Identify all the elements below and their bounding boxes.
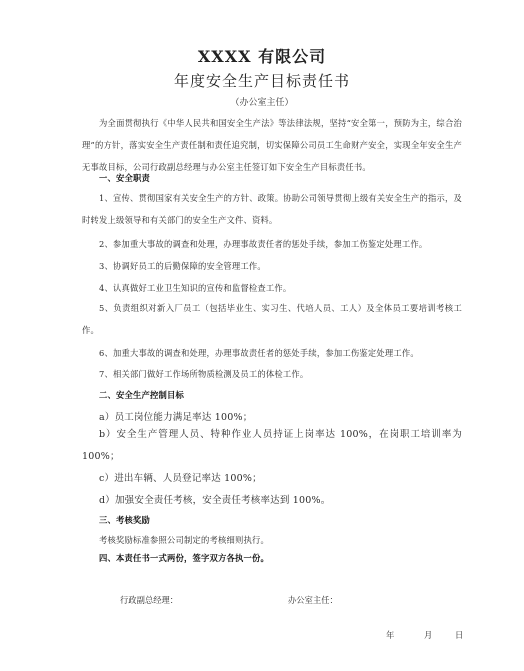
signature-right-label: 办公室主任： (288, 595, 338, 605)
duty-item-7: 7、相关部门做好工作场所物质检测及员工的体检工作。 (99, 369, 309, 379)
target-c: c）进出车辆、人员登记率达 100%； (99, 473, 262, 484)
section-1-heading: 一、安全职责 (99, 173, 150, 183)
date-month: 月 (424, 630, 433, 640)
date-year: 年 (386, 630, 395, 640)
duty-item-6: 6、加重大事故的调查和处理，办理事故责任者的惩处手续，参加工伤鉴定处理工作。 (99, 348, 419, 358)
section-3-text: 考核奖励标准参照公司制定的考核细则执行。 (99, 535, 269, 545)
section-3-heading: 三、考核奖励 (99, 515, 150, 525)
section-4-heading: 四、本责任书一式两份，签字双方各执一份。 (99, 553, 269, 563)
target-d: d）加强安全责任考核，安全责任考核率达到 100%。 (99, 495, 331, 506)
document-subtitle: （办公室主任） (230, 98, 294, 108)
document-title: 年度安全生产目标责任书 (173, 72, 350, 90)
signature-left-label: 行政副总经理： (120, 595, 179, 605)
duty-item-5: 5、负责组织对新入厂员工（包括毕业生、实习生、代培人员、工人）及全体员工要培训考核工作。 (82, 303, 462, 335)
company-name: XXXX 有限公司 (197, 47, 327, 66)
intro-paragraph: 为全面贯彻执行《中华人民共和国安全生产法》等法律法规，坚持“安全第一，预防为主，综合治理”的方针，落实安全生产责任制和责任追究制，切实保障公司员工生命财产安全，实现全年安全生产无事故目标，公司行政副总经理与办公室主任签订如下安全生产目标责任书。 (82, 118, 462, 172)
duty-item-4: 4、认真做好工业卫生知识的宣传和监督检查工作。 (99, 283, 292, 293)
duty-item-1: 1、宣传、贯彻国家有关安全生产的方针、政策。协助公司领导贯彻上级有关安全生产的指示，及时转发上级领导和有关部门的安全生产文件、资料。 (82, 193, 462, 225)
target-a: a）员工岗位能力满足率达 100%； (99, 412, 253, 423)
date-day: 日 (455, 630, 464, 640)
duty-item-2: 2、参加重大事故的调查和处理，办理事故责任者的惩处手续，参加工伤鉴定处理工作。 (99, 239, 428, 249)
target-b: b）安全生产管理人员、特种作业人员持证上岗率达 100%，在岗职工培训率为 100%； (82, 429, 462, 462)
section-2-heading: 二、安全生产控制目标 (99, 390, 184, 400)
duty-item-3: 3、协调好员工的后勤保障的安全管理工作。 (99, 261, 266, 271)
